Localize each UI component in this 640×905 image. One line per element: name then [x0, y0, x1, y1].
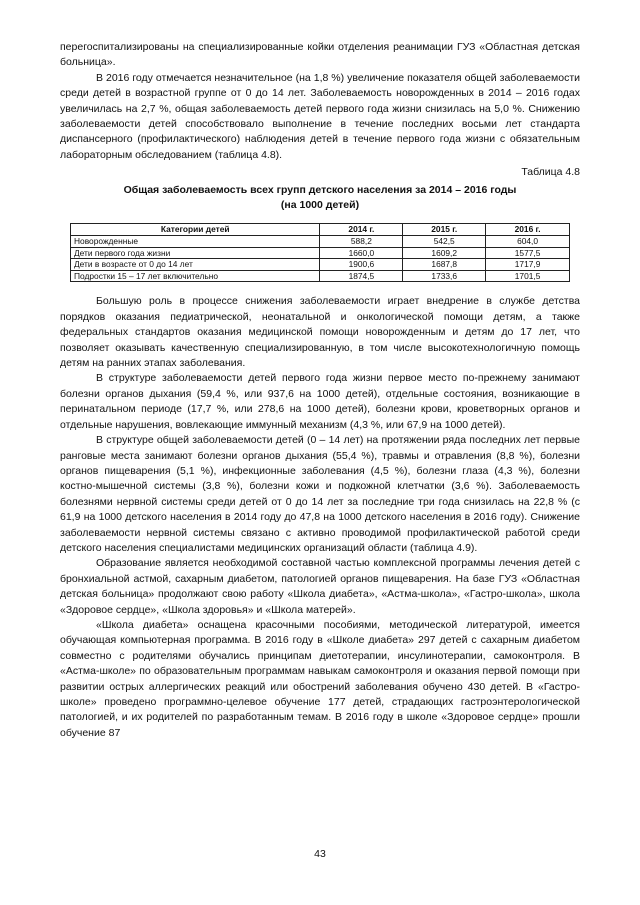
cell-2015: 1733,6 — [403, 270, 486, 282]
cell-category: Дети первого года жизни — [71, 247, 320, 259]
col-header-2016: 2016 г. — [486, 224, 570, 236]
document-page — [60, 40, 580, 741]
table-header-row — [71, 224, 570, 236]
paragraph: «Школа диабета» оснащена красочными пособиями, методической литературой, имеется обучающая компьютерная программа. В 2016 году в «Школе диабета» 297 детей с сахарным диабетом совместно с родителями обучались принципам диетотерапии, инсулинотерапии, самоконтроля. В «Астма-школе» по образовательным программам навыкам самоконтроля и оказания первой помощи при развитии острых аллергических реакций или обострений заболевания обучено 430 детей. В «Гастро-школе» проведено программно-целевое обучение 177 детей, страдающих гастроэнтерологической патологией, и их родителей по разработанным темам. В 2016 году в школе «Здоровое сердце» прошли обучение 87 — [60, 618, 580, 739]
cell-2015: 1609,2 — [403, 247, 486, 259]
cell-2015: 542,5 — [403, 236, 486, 248]
body-paragraphs — [60, 294, 580, 741]
table-caption: Таблица 4.8 — [521, 166, 580, 179]
cell-category: Новорожденные — [71, 236, 320, 248]
paragraph: В 2016 году отмечается незначительное (на 1,8 %) увеличение показателя общей заболеваемости среди детей в возрастной группе от 0 до 14 лет. Заболеваемость новорожденных в 2014 – 2016 годах увеличилась на 2,7 %, общая заболеваемость детей первого года жизни снизилась на 5,0 %. Снижению заболеваемости детей способствовало выполнение в течение последних восьми лет стандарта диспансерного (профилактического) наблюдения детей в течение первого года жизни с обязательным лабораторным обследованием (таблица 4.8). — [60, 71, 580, 161]
col-header-category: Категории детей — [71, 224, 320, 236]
paragraph: Образование является необходимой составной частью комплексной программы лечения детей с бронхиальной астмой, сахарным диабетом, патологией органов пищеварения. На базе ГУЗ «Областная детская больница» продолжают свою работу «Школа диабета», «Астма-школа», «Гастро-школа», школа «Здоровое сердце», «Школа здоровья» и «Школа матерей». — [60, 557, 580, 616]
cell-2016: 1717,9 — [486, 259, 570, 271]
table-row — [71, 236, 570, 248]
paragraph: Большую роль в процессе снижения заболеваемости играет внедрение в службе детства порядков оказания педиатрической, неонатальной и онкологической помощи детям, а также федеральных стандартов оказания медицинской помощи новорожденным и детям до 17 лет, что позволяет оказывать качественную специализированную, в том числе высокотехнологичную помощь детям на ранних этапах заболевания. — [60, 295, 580, 370]
col-header-2014: 2014 г. — [320, 224, 403, 236]
cell-2014: 1900,6 — [320, 259, 403, 271]
page-number: 43 — [314, 848, 326, 860]
cell-2014: 1874,5 — [320, 270, 403, 282]
paragraph: В структуре общей заболеваемости детей (0 – 14 лет) на протяжении ряда последних лет первые ранговые места занимают болезни органов дыхания (55,4 %), травмы и отравления (8,8 %), болезни органов пищеварения (5,1 %), инфекционные заболевания (4,5 %), болезни глаза (4,3 %), болезни костно-мышечной системы (3,8 %), болезни кожи и подкожной клетчатки (3,6 %). Заболеваемость болезнями нервной системы среди детей от 0 до 14 лет за последние три года снизилась на 22,8 % (с 61,9 на 1000 детского населения в 2014 году до 47,8 на 1000 детского населения в 2016 году). Снижение заболеваемости нервной системы связано с активно проводимой профилактической работой среди детского населения специалистами медицинских организаций области (таблица 4.9). — [60, 434, 580, 554]
paragraph: В структуре заболеваемости детей первого года жизни первое место по-прежнему занимают болезни органов дыхания (59,4 %, или 937,6 на 1000 детей), отдельные состояния, возникающие в перинатальном периоде (17,7 %, или 278,6 на 1000 детей), болезни крови, кроветворных органов и отдельные нарушения, вовлекающие иммунный механизм (4,3 %, или 67,9 на 1000 детей). — [60, 372, 580, 431]
table-row — [71, 259, 570, 271]
paragraph: перегоспитализированы на специализированные койки отделения реанимации ГУЗ «Областная детская больница». — [60, 41, 580, 69]
cell-2014: 1660,0 — [320, 247, 403, 259]
table-title — [60, 183, 580, 214]
cell-2016: 604,0 — [486, 236, 570, 248]
cell-2016: 1701,5 — [486, 270, 570, 282]
table-title-line1: Общая заболеваемость всех групп детского населения за 2014 – 2016 годы — [123, 183, 517, 196]
table-row — [71, 270, 570, 282]
cell-2016: 1577,5 — [486, 247, 570, 259]
cell-category: Дети в возрасте от 0 до 14 лет — [71, 259, 320, 271]
intro-paragraphs — [60, 40, 580, 163]
cell-2014: 588,2 — [320, 236, 403, 248]
col-header-2015: 2015 г. — [403, 224, 486, 236]
morbidity-table — [70, 223, 570, 282]
cell-category: Подростки 15 – 17 лет включительно — [71, 270, 320, 282]
table-row — [71, 247, 570, 259]
cell-2015: 1687,8 — [403, 259, 486, 271]
table-title-line2: (на 1000 детей) — [280, 199, 360, 212]
